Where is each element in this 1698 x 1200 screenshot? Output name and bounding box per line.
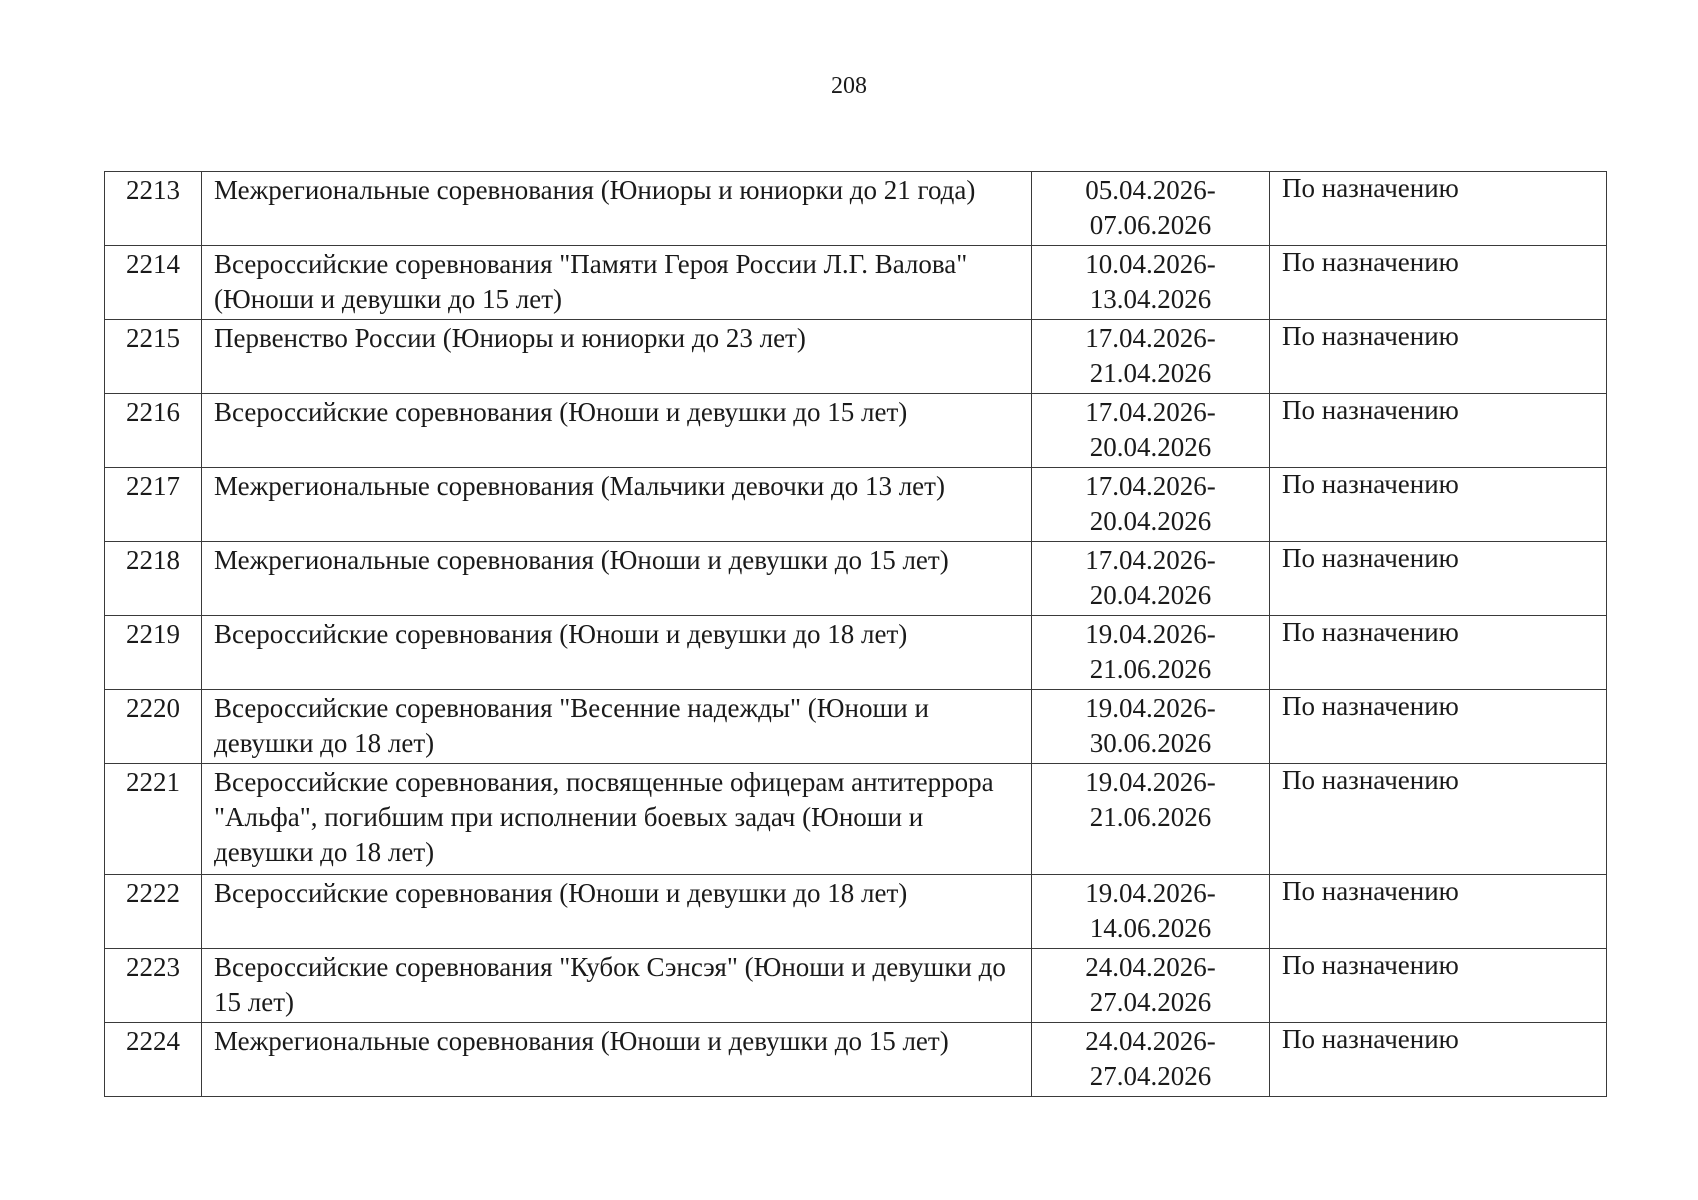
table-row	[105, 320, 1607, 394]
competition-title: Межрегиональные соревнования (Мальчики девочки до 13 лет)	[202, 468, 1032, 542]
competition-title: Межрегиональные соревнования (Юноши и девушки до 15 лет)	[202, 1023, 1032, 1097]
competition-title: Всероссийские соревнования "Кубок Сэнсэя" (Юноши и девушки до 15 лет)	[202, 949, 1032, 1023]
table-row	[105, 875, 1607, 949]
table-row	[105, 616, 1607, 690]
competition-dates	[1032, 172, 1270, 246]
table-row	[105, 542, 1607, 616]
competition-place: По назначению	[1270, 468, 1607, 542]
competition-place: По назначению	[1270, 394, 1607, 468]
competition-place: По назначению	[1270, 1023, 1607, 1097]
competition-dates	[1032, 394, 1270, 468]
row-number: 2213	[105, 172, 202, 246]
competition-title: Всероссийские соревнования "Весенние надежды" (Юноши и девушки до 18 лет)	[202, 690, 1032, 764]
competition-dates	[1032, 468, 1270, 542]
competition-place: По назначению	[1270, 690, 1607, 764]
competition-dates	[1032, 875, 1270, 949]
competition-dates	[1032, 616, 1270, 690]
date-end: 30.06.2026	[1089, 728, 1212, 758]
table-row	[105, 764, 1607, 875]
row-number: 2223	[105, 949, 202, 1023]
competition-place: По назначению	[1270, 542, 1607, 616]
date-end: 21.06.2026	[1089, 802, 1212, 832]
competition-dates	[1032, 320, 1270, 394]
competition-place: По назначению	[1270, 764, 1607, 875]
date-start: 17.04.2026-	[1085, 545, 1216, 575]
row-number: 2224	[105, 1023, 202, 1097]
competition-place: По назначению	[1270, 172, 1607, 246]
competition-title: Всероссийские соревнования (Юноши и девушки до 18 лет)	[202, 875, 1032, 949]
competition-dates	[1032, 542, 1270, 616]
date-start: 24.04.2026-	[1085, 952, 1216, 982]
row-number: 2215	[105, 320, 202, 394]
date-end: 20.04.2026	[1089, 506, 1212, 536]
table-row	[105, 1023, 1607, 1097]
competition-title: Всероссийские соревнования (Юноши и девушки до 15 лет)	[202, 394, 1032, 468]
date-start: 19.04.2026-	[1085, 619, 1216, 649]
date-start: 24.04.2026-	[1085, 1026, 1216, 1056]
competition-place: По назначению	[1270, 616, 1607, 690]
date-end: 20.04.2026	[1089, 432, 1212, 462]
competition-title: Всероссийские соревнования, посвященные офицерам антитеррора "Альфа", погибшим при исполнении боевых задач (Юноши и девушки до 18 лет)	[202, 764, 1032, 875]
date-start: 05.04.2026-	[1085, 175, 1216, 205]
competition-title: Первенство России (Юниоры и юниорки до 23 лет)	[202, 320, 1032, 394]
date-end: 20.04.2026	[1089, 580, 1212, 610]
table-row	[105, 468, 1607, 542]
row-number: 2216	[105, 394, 202, 468]
table-row	[105, 172, 1607, 246]
date-start: 19.04.2026-	[1085, 878, 1216, 908]
competition-place: По назначению	[1270, 875, 1607, 949]
competition-dates	[1032, 949, 1270, 1023]
date-end: 27.04.2026	[1089, 987, 1212, 1017]
row-number: 2218	[105, 542, 202, 616]
row-number: 2217	[105, 468, 202, 542]
competition-place: По назначению	[1270, 320, 1607, 394]
competition-dates	[1032, 764, 1270, 875]
table-row	[105, 949, 1607, 1023]
competition-title: Межрегиональные соревнования (Юниоры и юниорки до 21 года)	[202, 172, 1032, 246]
date-start: 17.04.2026-	[1085, 323, 1216, 353]
table-row	[105, 690, 1607, 764]
competition-schedule-table	[104, 171, 1607, 1097]
date-end: 21.04.2026	[1089, 358, 1212, 388]
date-start: 19.04.2026-	[1085, 693, 1216, 723]
row-number: 2214	[105, 246, 202, 320]
date-start: 17.04.2026-	[1085, 397, 1216, 427]
date-end: 14.06.2026	[1089, 913, 1212, 943]
row-number: 2222	[105, 875, 202, 949]
competition-place: По назначению	[1270, 246, 1607, 320]
date-end: 13.04.2026	[1089, 284, 1212, 314]
table-row	[105, 394, 1607, 468]
competition-place: По назначению	[1270, 949, 1607, 1023]
competition-dates	[1032, 1023, 1270, 1097]
row-number: 2219	[105, 616, 202, 690]
row-number: 2220	[105, 690, 202, 764]
date-end: 07.06.2026	[1089, 210, 1212, 240]
page-number: 208	[831, 73, 867, 99]
date-start: 10.04.2026-	[1085, 249, 1216, 279]
row-number: 2221	[105, 764, 202, 875]
competition-title: Всероссийские соревнования "Памяти Героя России Л.Г. Валова" (Юноши и девушки до 15 лет)	[202, 246, 1032, 320]
competition-dates	[1032, 246, 1270, 320]
competition-dates	[1032, 690, 1270, 764]
table-row	[105, 246, 1607, 320]
date-start: 17.04.2026-	[1085, 471, 1216, 501]
date-end: 27.04.2026	[1089, 1061, 1212, 1091]
date-start: 19.04.2026-	[1085, 767, 1216, 797]
date-end: 21.06.2026	[1089, 654, 1212, 684]
competition-title: Всероссийские соревнования (Юноши и девушки до 18 лет)	[202, 616, 1032, 690]
competition-title: Межрегиональные соревнования (Юноши и девушки до 15 лет)	[202, 542, 1032, 616]
